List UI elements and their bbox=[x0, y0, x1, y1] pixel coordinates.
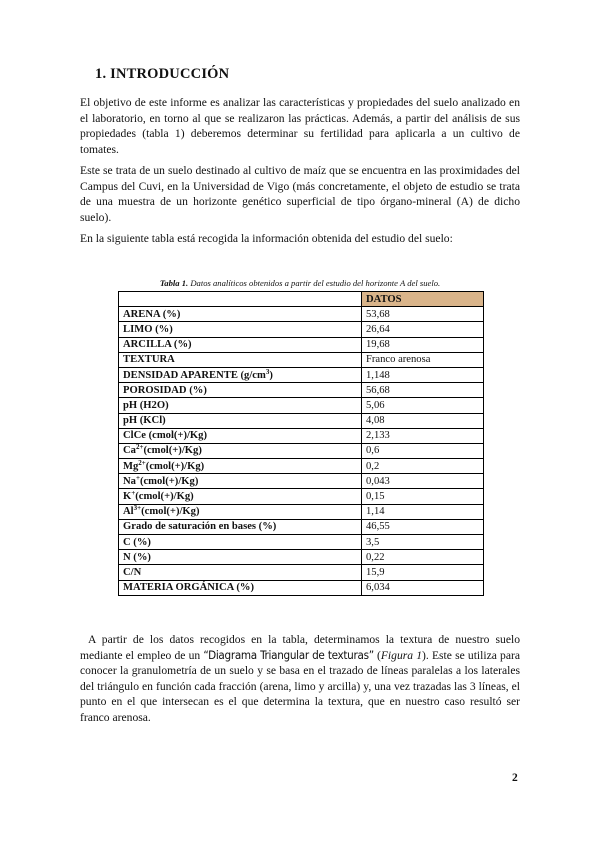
row-value: Franco arenosa bbox=[362, 352, 484, 367]
row-value: 0,2 bbox=[362, 459, 484, 474]
row-label: POROSIDAD (%) bbox=[119, 383, 362, 398]
row-value: 0,043 bbox=[362, 474, 484, 489]
row-label: LIMO (%) bbox=[119, 322, 362, 337]
row-value: 19,68 bbox=[362, 337, 484, 352]
table-row bbox=[119, 519, 484, 534]
row-value: 46,55 bbox=[362, 519, 484, 534]
row-label: ClCe (cmol(+)/Kg) bbox=[119, 428, 362, 443]
row-label bbox=[119, 459, 362, 474]
row-label: Grado de saturación en bases (%) bbox=[119, 519, 362, 534]
table-row bbox=[119, 428, 484, 443]
row-label bbox=[119, 367, 362, 382]
row-value: 56,68 bbox=[362, 383, 484, 398]
row-label-superscript: 3+ bbox=[133, 504, 142, 513]
row-value: 6,034 bbox=[362, 580, 484, 595]
row-label: TEXTURA bbox=[119, 352, 362, 367]
page-number: 2 bbox=[512, 772, 518, 784]
row-value: 2,133 bbox=[362, 428, 484, 443]
row-label bbox=[119, 504, 362, 519]
table-header-row bbox=[119, 292, 484, 307]
table-body bbox=[119, 307, 484, 596]
row-value: 4,08 bbox=[362, 413, 484, 428]
table-row bbox=[119, 398, 484, 413]
row-value: 1,148 bbox=[362, 367, 484, 382]
diagram-name: “Diagrama Triangular de texturas” bbox=[203, 647, 374, 662]
table-row bbox=[119, 550, 484, 565]
intro-paragraph-2: Este se trata de un suelo destinado al cultivo de maíz que se encuentra en las proximidades del Campus del Cuvi, en la Universidad de Vigo (más concretamente, el objeto de estudio se trata de una muestra de un horizonte genético superficial de tipo órgano-mineral (A) de dicho suelo). bbox=[80, 164, 520, 224]
table-row bbox=[119, 459, 484, 474]
row-label-text: K bbox=[123, 491, 132, 503]
row-value: 3,5 bbox=[362, 535, 484, 550]
table-caption-label: Tabla 1. bbox=[159, 278, 189, 288]
closing-part-1: A partir de los datos recogidos en la tabla, determinamos la textura de nuestro suelo mediante el empleo de un bbox=[80, 633, 520, 662]
row-label-text: DENSIDAD APARENTE (g/cm bbox=[123, 369, 266, 381]
row-value: 0,15 bbox=[362, 489, 484, 504]
row-value: 5,06 bbox=[362, 398, 484, 413]
row-label-text: (cmol(+)/Kg) bbox=[139, 475, 199, 487]
row-label-superscript: + bbox=[131, 489, 136, 498]
table-row bbox=[119, 322, 484, 337]
table-row bbox=[119, 474, 484, 489]
table-row bbox=[119, 565, 484, 580]
row-label: N (%) bbox=[119, 550, 362, 565]
row-value: 0,22 bbox=[362, 550, 484, 565]
row-label: C/N bbox=[119, 565, 362, 580]
row-value: 0,6 bbox=[362, 443, 484, 458]
table-row bbox=[119, 535, 484, 550]
closing-paragraph bbox=[80, 632, 520, 726]
table-caption bbox=[80, 278, 520, 288]
table-row bbox=[119, 352, 484, 367]
row-label-superscript: 2+ bbox=[138, 458, 146, 467]
row-label-text: Mg bbox=[123, 460, 139, 472]
closing-part-3: ). Este se utiliza para conocer la granulometría de un suelo y se basa en el trazado de líneas paralelas a los laterales del triángulo en función cada fracción (arena, limo y arcilla) y, una vez trazadas las 3 líneas, el punto en el que intersecan es el que determina la textura, que en nuestro caso resultó ser franco arenosa. bbox=[80, 648, 520, 724]
section-heading: 1. INTRODUCCIÓN bbox=[95, 66, 230, 82]
row-label-text: (cmol(+)/Kg) bbox=[143, 445, 202, 457]
row-value: 26,64 bbox=[362, 322, 484, 337]
intro-paragraph-3: En la siguiente tabla está recogida la información obtenida del estudio del suelo: bbox=[80, 232, 453, 245]
closing-part-2: ( bbox=[373, 648, 381, 662]
row-label bbox=[119, 443, 362, 458]
table-header-empty-cell bbox=[119, 292, 362, 307]
table-row bbox=[119, 580, 484, 595]
row-label-text: (cmol(+)/Kg) bbox=[141, 506, 200, 518]
row-label-superscript: 3 bbox=[265, 367, 270, 376]
table-row bbox=[119, 367, 484, 382]
figure-reference: Figura 1 bbox=[380, 648, 423, 662]
table-row bbox=[119, 443, 484, 458]
row-label: C (%) bbox=[119, 535, 362, 550]
table-row bbox=[119, 307, 484, 322]
row-label-text: Al bbox=[123, 506, 134, 518]
row-label-superscript: 2+ bbox=[135, 443, 144, 452]
row-value: 53,68 bbox=[362, 307, 484, 322]
row-value: 15,9 bbox=[362, 565, 484, 580]
table-row bbox=[119, 383, 484, 398]
row-label bbox=[119, 489, 362, 504]
row-label bbox=[119, 474, 362, 489]
row-label: pH (KCl) bbox=[119, 413, 362, 428]
table-row bbox=[119, 337, 484, 352]
table-row bbox=[119, 489, 484, 504]
row-label: ARENA (%) bbox=[119, 307, 362, 322]
table-header-datos: DATOS bbox=[362, 292, 484, 307]
row-label-superscript: + bbox=[135, 473, 140, 482]
intro-paragraph-1: El objetivo de este informe es analizar las características y propiedades del suelo analizado en el laboratorio, en torno al que se realizaron las prácticas. Además, a partir del análisis de sus propiedades (tabla 1) deberemos determinar su fertilidad para aplicarla a un cultivo de tomates. bbox=[80, 96, 520, 156]
row-label: ARCILLA (%) bbox=[119, 337, 362, 352]
row-label-text: (cmol(+)/Kg) bbox=[145, 460, 205, 472]
table-caption-text: Datos analíticos obtenidos a partir del estudio del horizonte A del suelo. bbox=[188, 278, 441, 288]
soil-data-table bbox=[118, 291, 484, 596]
row-label-text: Na bbox=[123, 475, 136, 487]
table-row bbox=[119, 413, 484, 428]
row-label-text: ) bbox=[269, 369, 273, 381]
table-row bbox=[119, 504, 484, 519]
row-label-text: (cmol(+)/Kg) bbox=[135, 491, 194, 503]
row-label: pH (H2O) bbox=[119, 398, 362, 413]
row-label: MATERIA ORGÁNICA (%) bbox=[119, 580, 362, 595]
row-label-text: Ca bbox=[123, 445, 136, 457]
row-value: 1,14 bbox=[362, 504, 484, 519]
